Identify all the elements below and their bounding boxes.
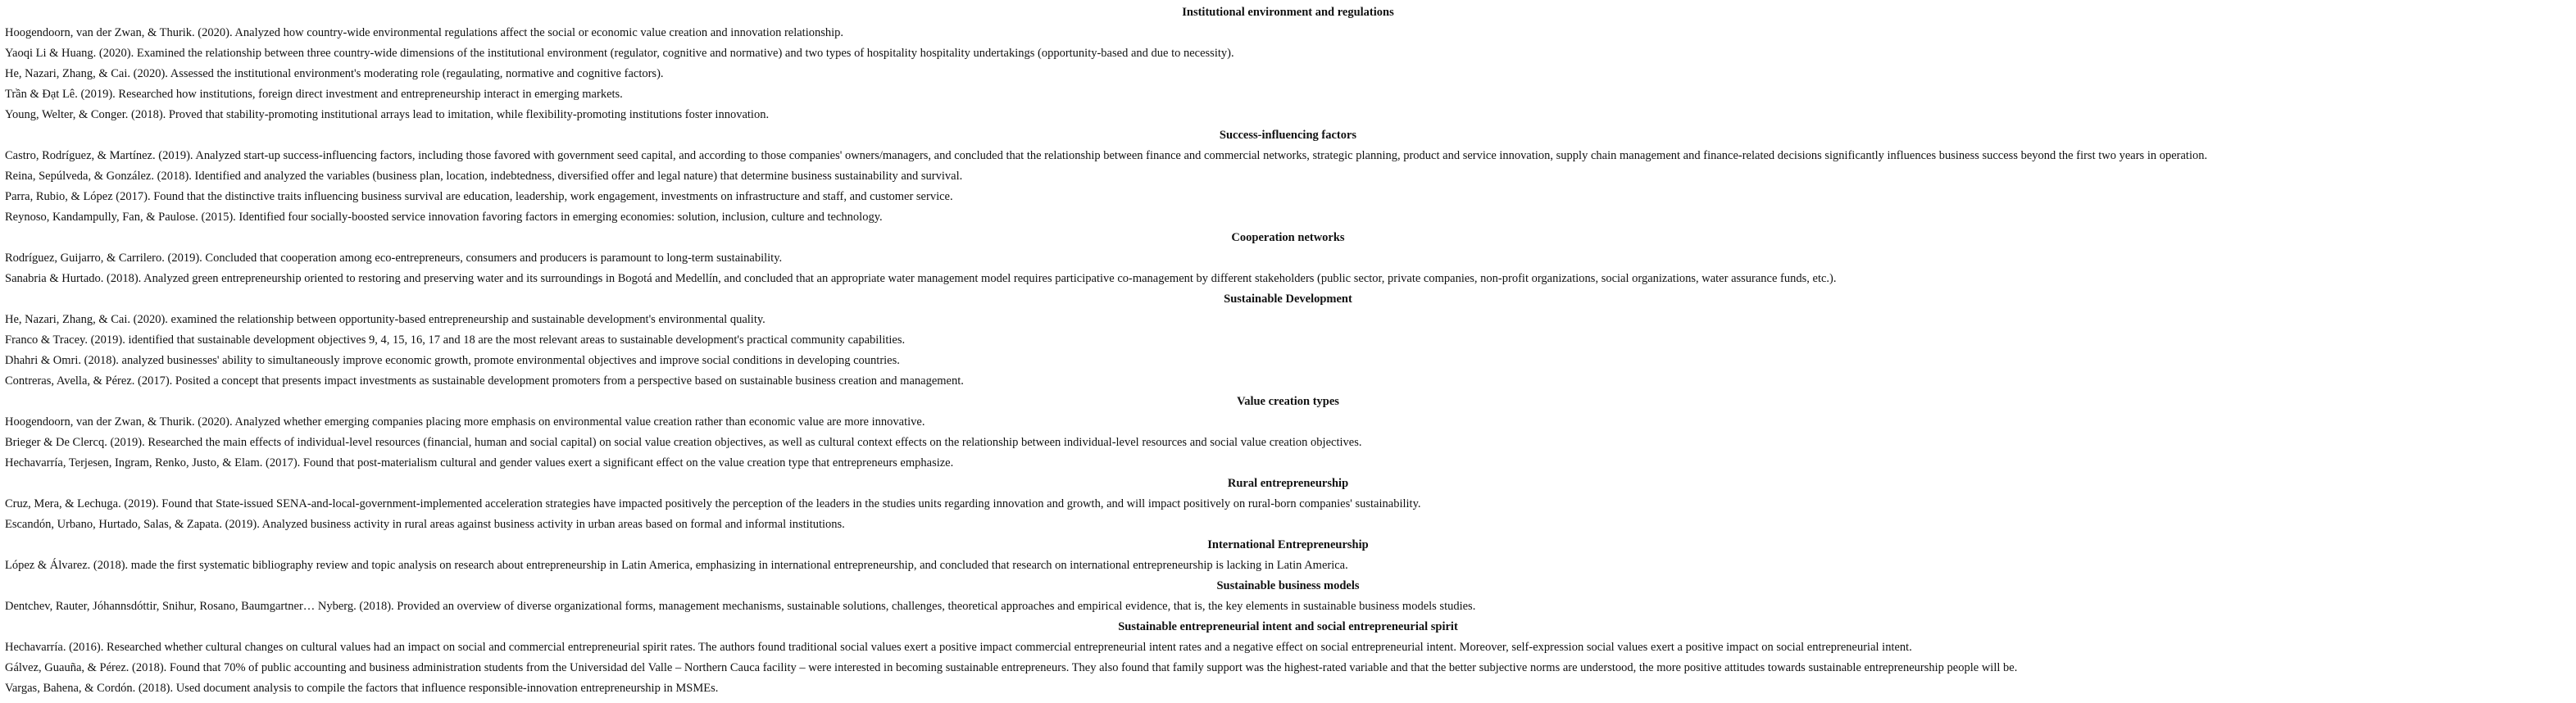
section-heading: Sustainable business models — [1216, 579, 1360, 592]
section-international-entrepreneurship — [0, 535, 2576, 576]
citation-line: Hoogendoorn, van der Zwan, & Thurik. (2020). Analyzed how country-wide environmental regulations affect the social or economic value creation and innovation relationship. — [5, 26, 844, 39]
citation-line: Rodríguez, Guijarro, & Carrilero. (2019). Concluded that cooperation among eco-entrepreneurs, consumers and producers is paramount to long-term sustainability. — [5, 252, 783, 265]
citation-line: Cruz, Mera, & Lechuga. (2019). Found that State-issued SENA-and-local-government-implemented acceleration strategies have impacted positively the perception of the leaders in the studies units regarding innovation and growth, and will impact positively on rural-born companies' sustainability. — [5, 497, 1421, 510]
section-sustainable-development — [0, 289, 2576, 392]
section-heading: Cooperation networks — [1231, 231, 1345, 244]
citation-line: Young, Welter, & Conger. (2018). Proved that stability-promoting institutional arrays lead to imitation, while flexibility-promoting institutions foster innovation. — [5, 108, 770, 121]
section-success-influencing-factors — [0, 125, 2576, 228]
section-cooperation-networks — [0, 228, 2576, 289]
citation-line: Dhahri & Omri. (2018). analyzed businesses' ability to simultaneously improve economic growth, promote environmental objectives and improve social conditions in developing countries. — [5, 354, 900, 367]
citation-line: López & Álvarez. (2018). made the first systematic bibliography review and topic analysis on research about entrepreneurship in Latin America, emphasizing in international entrepreneurship, and concluded that research on international entrepreneurship is lacking in Latin America. — [5, 559, 1348, 572]
section-value-creation-types — [0, 392, 2576, 474]
citation-line: He, Nazari, Zhang, & Cai. (2020). examined the relationship between opportunity-based entrepreneurship and sustainable development's environmental quality. — [5, 313, 766, 326]
citation-line: Yaoqi Li & Huang. (2020). Examined the relationship between three country-wide dimensions of the institutional environment (regulator, cognitive and normative) and two types of hospitality hospitality undertakings (opportunity-based and due to necessity). — [5, 47, 1234, 60]
citation-line: Brieger & De Clercq. (2019). Researched the main effects of individual-level resources (financial, human and social capital) on social value creation objectives, as well as cultural context effects on the relationship between individual-level resources and social value creation objectives. — [5, 436, 1362, 449]
section-sustainable-entrepreneurial-intent — [0, 617, 2576, 699]
citation-line: Dentchev, Rauter, Jóhannsdóttir, Snihur, Rosano, Baumgartner… Nyberg. (2018). Provided an overview of diverse organizational forms, management mechanisms, sustainable solutions, challenges, theoretical approaches and empirical evidence, that is, the key elements in sustainable business models studies. — [5, 600, 1476, 613]
citation-line: Reynoso, Kandampully, Fan, & Paulose. (2015). Identified four socially-boosted service innovation favoring factors in emerging economies: solution, inclusion, culture and technology. — [5, 211, 883, 224]
citation-line: Franco & Tracey. (2019). identified that sustainable development objectives 9, 4, 15, 16, 17 and 18 are the most relevant areas to sustainable development's practical community capabilities. — [5, 333, 906, 347]
section-heading: Rural entrepreneurship — [1227, 477, 1349, 490]
section-heading: Success-influencing factors — [1219, 129, 1357, 142]
citation-line: Hechavarría. (2016). Researched whether cultural changes on cultural values had an impact on social and commercial entrepreneurial spirit rates. The authors found traditional social values exert a positive impact commercial entrepreneurial intent rates and a negative effect on social entrepreneurial intent. Moreover, self-expression social values exert a positive impact on social entrepreneurial intent. — [5, 641, 1912, 654]
section-heading: International Entrepreneurship — [1207, 538, 1369, 551]
citation-line: Reina, Sepúlveda, & González. (2018). Identified and analyzed the variables (business plan, location, indebtedness, diversified offer and legal nature) that determine business sustainability and survival. — [5, 170, 963, 183]
section-heading: Sustainable entrepreneurial intent and social entrepreneurial spirit — [1118, 620, 1458, 633]
section-institutional-environment — [0, 2, 2576, 125]
citation-line: Vargas, Bahena, & Cordón. (2018). Used document analysis to compile the factors that influence responsible-innovation entrepreneurship in MSMEs. — [5, 682, 719, 695]
citation-line: Parra, Rubio, & López (2017). Found that the distinctive traits influencing business survival are education, leadership, work engagement, investments on infrastructure and staff, and customer service. — [5, 190, 953, 203]
citation-line: Contreras, Avella, & Pérez. (2017). Posited a concept that presents impact investments as sustainable development promoters from a perspective based on sustainable business creation and management. — [5, 374, 964, 388]
section-heading: Sustainable Development — [1224, 293, 1352, 306]
section-heading: Institutional environment and regulations — [1182, 6, 1394, 19]
section-rural-entrepreneurship — [0, 474, 2576, 535]
citation-line: Trần & Đạt Lê. (2019). Researched how institutions, foreign direct investment and entrepreneurship interact in emerging markets. — [5, 88, 623, 101]
citation-line: Hoogendoorn, van der Zwan, & Thurik. (2020). Analyzed whether emerging companies placing more emphasis on environmental value creation rather than economic value are more innovative. — [5, 415, 925, 429]
citation-line: Hechavarría, Terjesen, Ingram, Renko, Justo, & Elam. (2017). Found that post-materialism cultural and gender values exert a significant effect on the value creation type that entrepreneurs emphasize. — [5, 456, 954, 469]
citation-line: He, Nazari, Zhang, & Cai. (2020). Assessed the institutional environment's moderating role (regaulating, normative and cognitive factors). — [5, 67, 664, 80]
section-sustainable-business-models — [0, 576, 2576, 617]
section-heading: Value creation types — [1237, 395, 1339, 408]
citation-line: Castro, Rodríguez, & Martínez. (2019). Analyzed start-up success-influencing factors, including those favored with government seed capital, and according to those companies' owners/managers, and concluded that the relationship between finance and commercial networks, strategic planning, product and service innovation, supply chain management and finance-related decisions significantly influences business success beyond the first two years in operation. — [5, 149, 2208, 162]
citation-line: Gálvez, Guauña, & Pérez. (2018). Found that 70% of public accounting and business administration students from the Universidad del Valle – Northern Cauca facility – were interested in becoming sustainable entrepreneurs. They also found that family support was the highest-rated variable and that the better subjective norms are understood, the more positive attitudes towards sustainable entrepreneurship people will be. — [5, 661, 2018, 674]
citation-line: Escandón, Urbano, Hurtado, Salas, & Zapata. (2019). Analyzed business activity in rural areas against business activity in urban areas based on formal and informal institutions. — [5, 518, 845, 531]
citation-line: Sanabria & Hurtado. (2018). Analyzed green entrepreneurship oriented to restoring and preserving water and its surroundings in Bogotá and Medellín, and concluded that an appropriate water management model requires participative co-management by different stakeholders (public sector, private companies, non-profit organizations, social organizations, water assurance funds, etc.). — [5, 272, 1837, 285]
